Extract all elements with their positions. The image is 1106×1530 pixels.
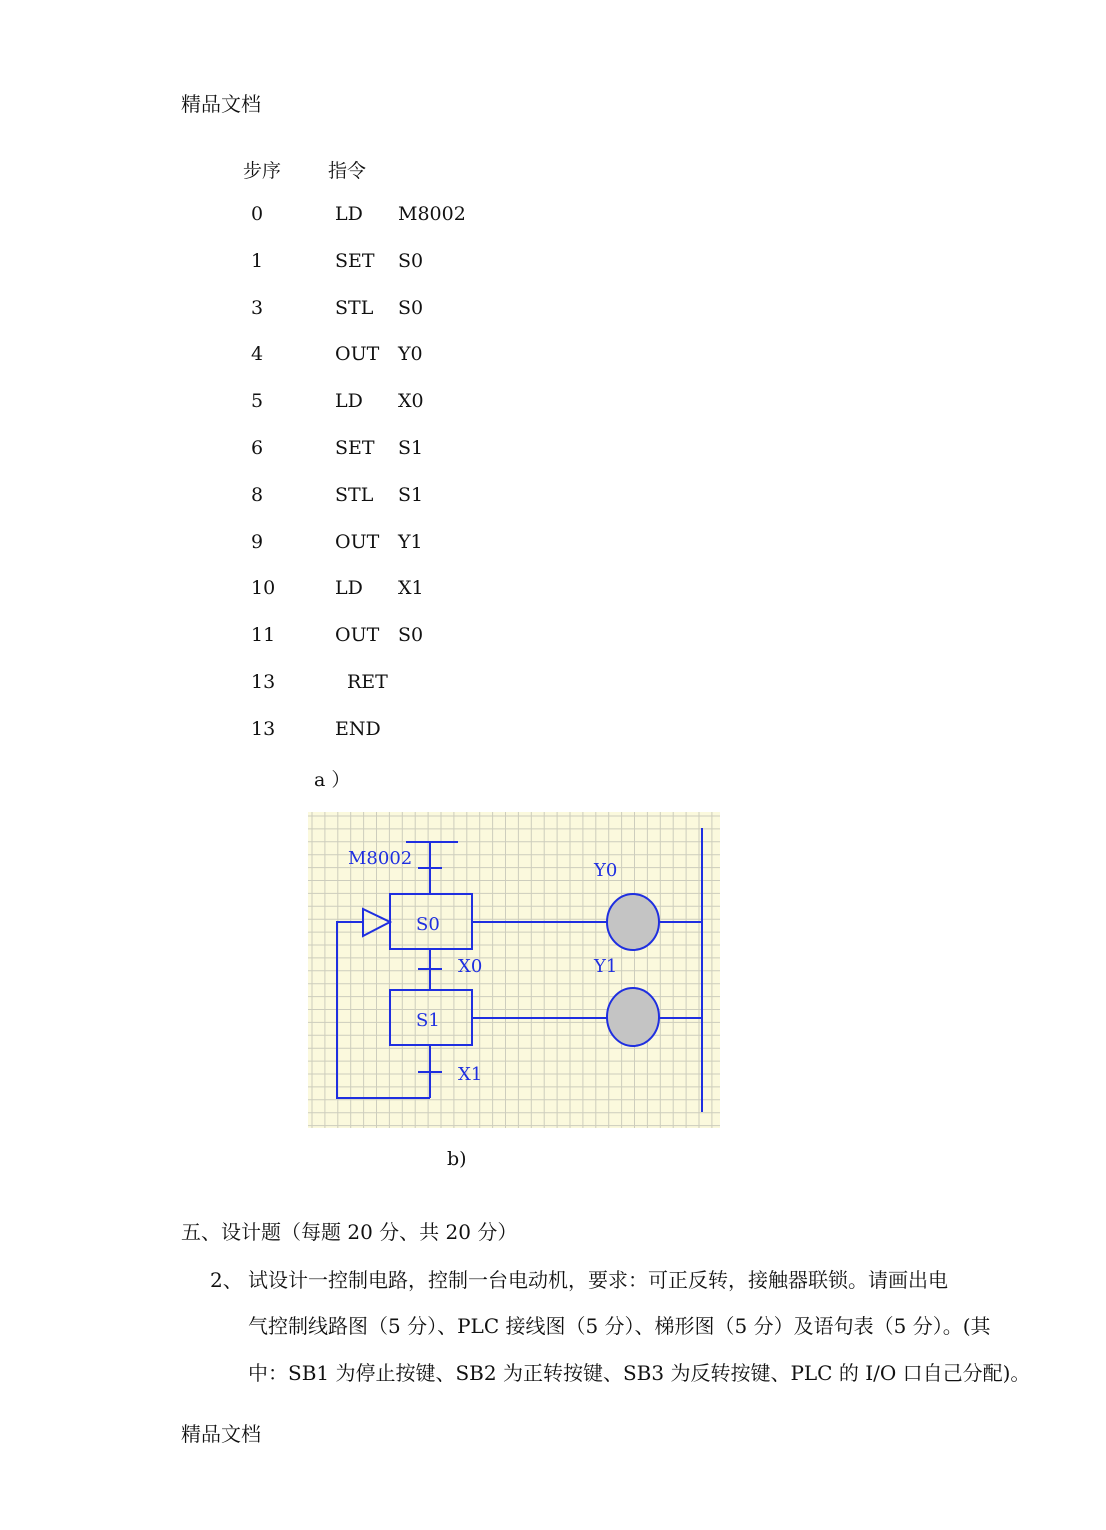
instruction-operand: S0 — [398, 624, 424, 646]
question-line-1: 试设计一控制电路，控制一台电动机，要求：可正反转，接触器联锁。请画出电 — [248, 1268, 948, 1292]
instruction-operand: S0 — [398, 250, 424, 272]
instruction-operand: S0 — [398, 297, 424, 319]
step-number: 13 — [251, 671, 276, 693]
instruction-operand: S1 — [398, 437, 424, 459]
step-number: 11 — [251, 624, 276, 646]
instruction-operand: Y0 — [398, 343, 423, 365]
label-x0: X0 — [458, 956, 483, 977]
label-s1: S1 — [416, 1010, 440, 1031]
instruction-op: OUT — [335, 624, 380, 646]
column-header-step: 步序 — [243, 160, 282, 182]
label-s0: S0 — [416, 914, 440, 935]
label-x1: X1 — [458, 1064, 483, 1085]
instruction-operand: Y1 — [398, 531, 423, 553]
label-y0: Y0 — [594, 860, 618, 881]
instruction-op: SET — [335, 437, 375, 459]
question-number: 2、 — [210, 1268, 243, 1292]
instruction-op: SET — [335, 250, 375, 272]
instruction-op: LD — [335, 577, 363, 599]
instruction-op: LD — [335, 390, 363, 412]
instruction-operand: M8002 — [398, 203, 466, 225]
instruction-op: END — [335, 718, 381, 740]
step-number: 3 — [251, 297, 264, 319]
coil-y0 — [607, 894, 659, 950]
question-line-3: 中：SB1 为停止按键、SB2 为正转按键、SB3 为反转按键、PLC 的 I/O 口自己分配)。 — [248, 1361, 1031, 1385]
instruction-op: STL — [335, 484, 374, 506]
instruction-operand: X1 — [398, 577, 424, 599]
sfc-diagram — [308, 812, 720, 1128]
instruction-op: OUT — [335, 343, 380, 365]
step-number: 0 — [251, 203, 264, 225]
column-header-instruction: 指令 — [328, 160, 367, 182]
instruction-op: OUT — [335, 531, 380, 553]
instruction-operand: X0 — [398, 390, 424, 412]
caption-a: a ） — [314, 769, 351, 791]
step-number: 8 — [251, 484, 264, 506]
step-number: 1 — [251, 250, 264, 272]
section-title: 五、设计题（每题 20 分、共 20 分） — [181, 1220, 518, 1244]
instruction-op: LD — [335, 203, 363, 225]
label-y1: Y1 — [594, 956, 618, 977]
step-number: 5 — [251, 390, 264, 412]
page-header: 精品文档 — [181, 92, 261, 116]
caption-b: b) — [447, 1148, 467, 1170]
step-number: 10 — [251, 577, 276, 599]
label-m8002: M8002 — [348, 848, 413, 869]
step-number: 9 — [251, 531, 264, 553]
page-footer: 精品文档 — [181, 1422, 261, 1446]
step-number: 13 — [251, 718, 276, 740]
step-number: 4 — [251, 343, 264, 365]
instruction-operand: S1 — [398, 484, 424, 506]
coil-y1 — [607, 988, 659, 1046]
instruction-op: RET — [347, 671, 388, 693]
question-line-2: 气控制线路图（5 分）、PLC 接线图（5 分）、梯形图（5 分）及语句表（5 分）。(其 — [248, 1314, 991, 1338]
instruction-op: STL — [335, 297, 374, 319]
step-number: 6 — [251, 437, 264, 459]
